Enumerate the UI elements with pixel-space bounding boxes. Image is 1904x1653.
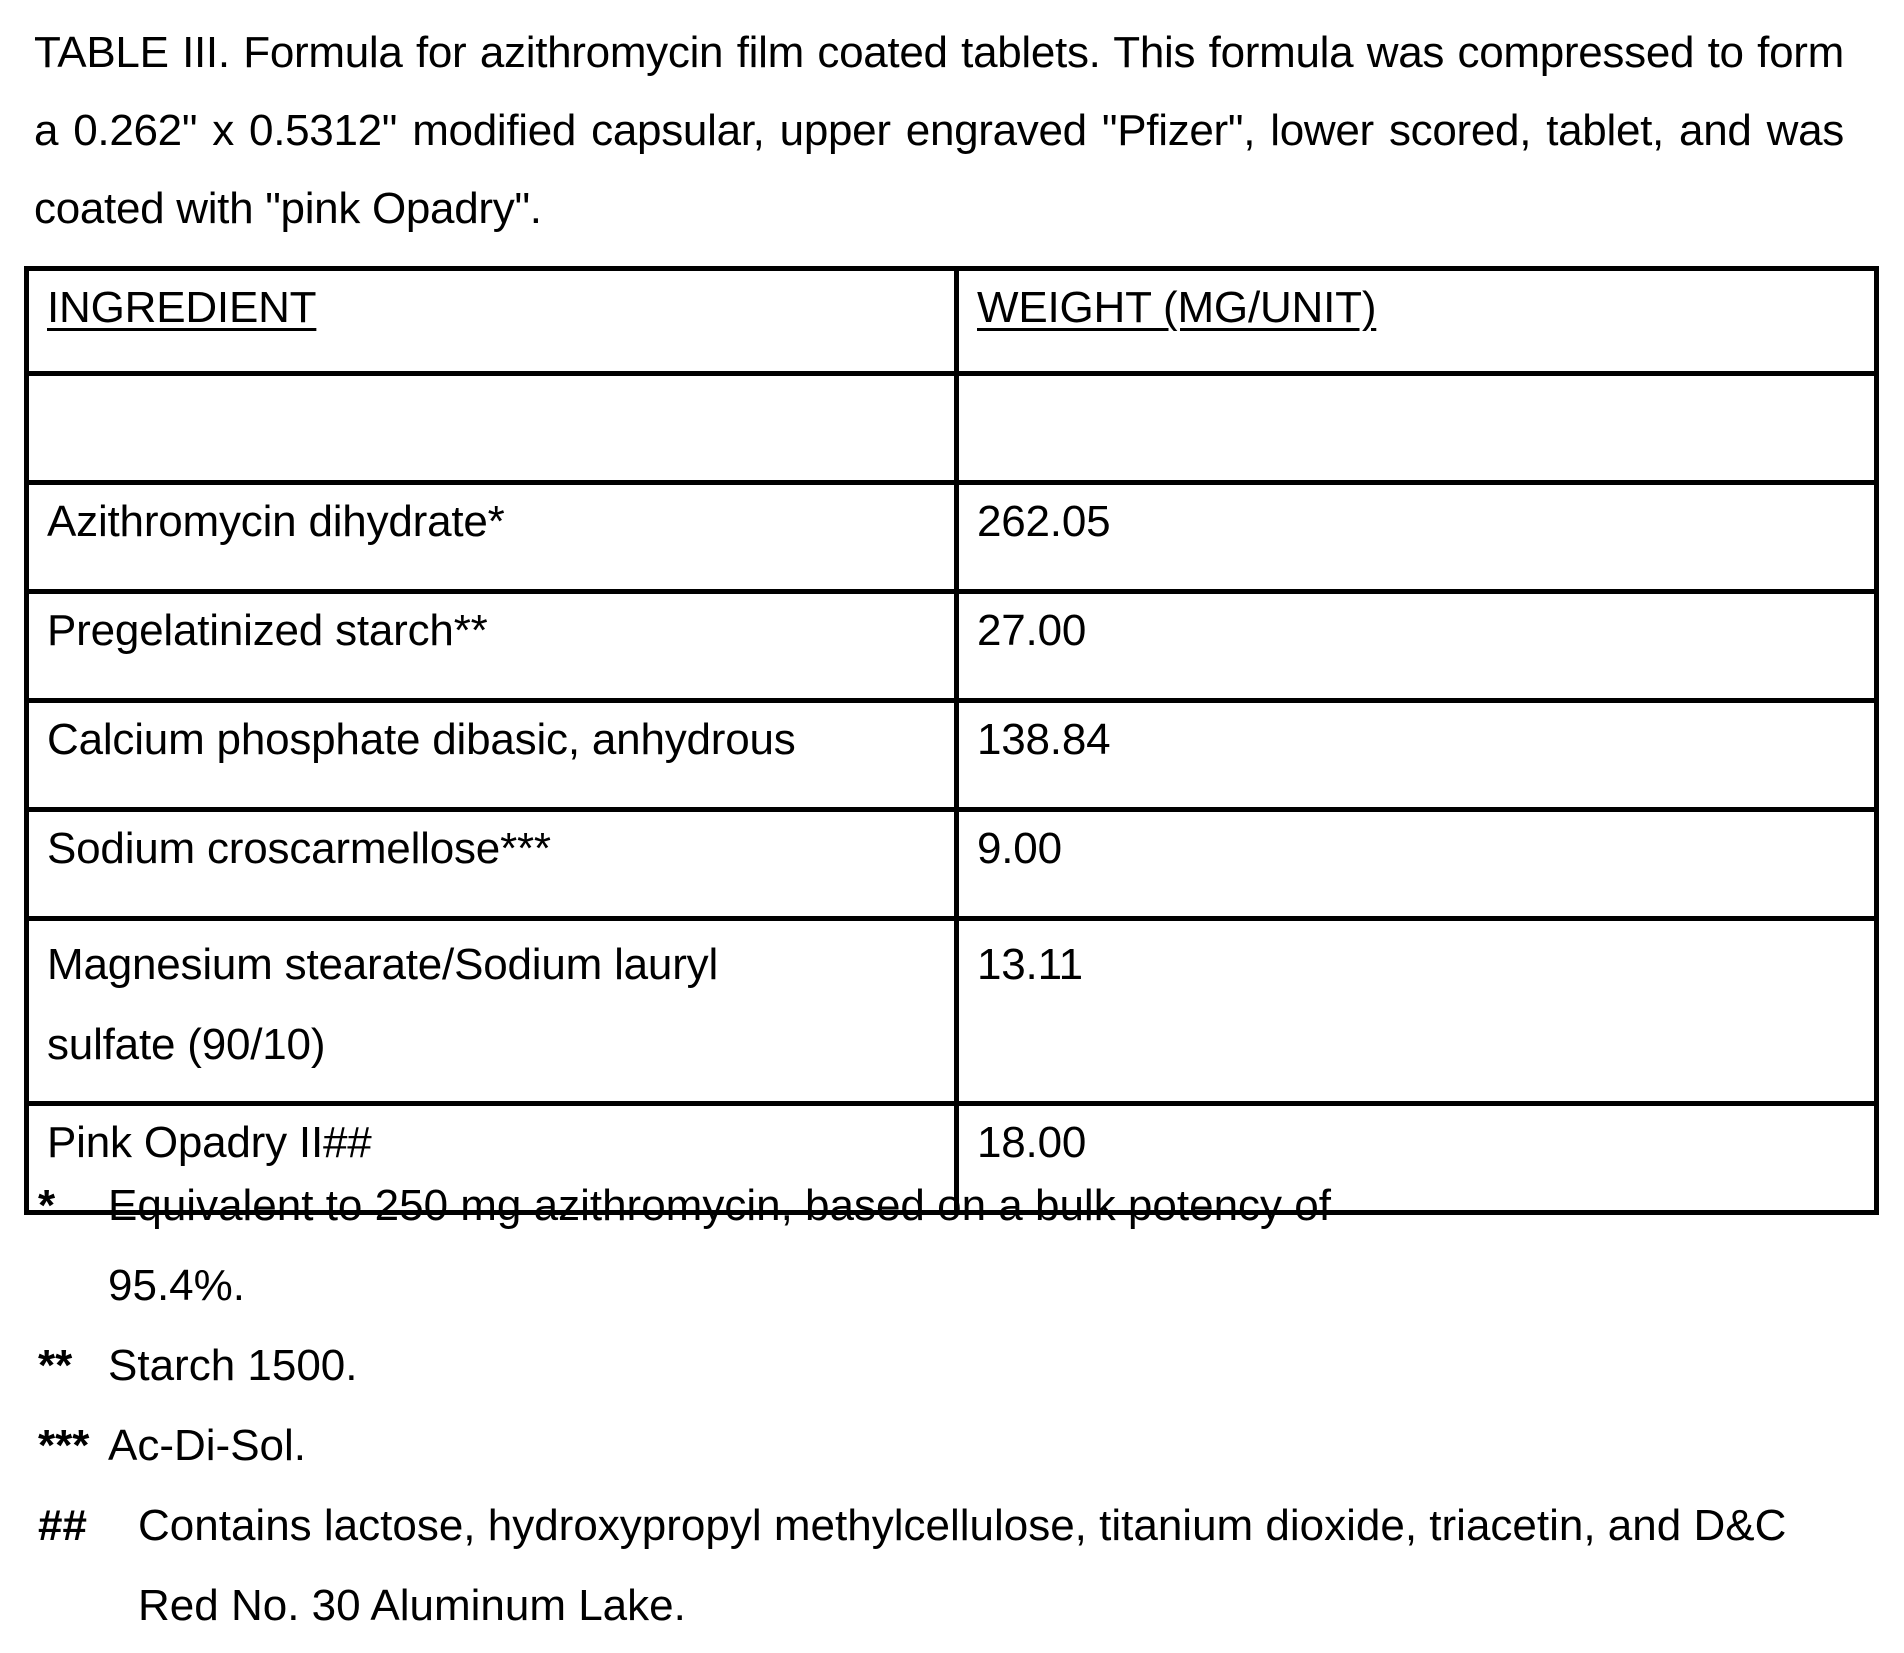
cell-ingredient: Pregelatinized starch** [27, 592, 957, 701]
table-row [27, 592, 1877, 701]
cell-weight [957, 374, 1877, 483]
footnote [38, 1406, 1858, 1486]
footnote [38, 1486, 1858, 1646]
footnote-mark: * [38, 1181, 56, 1230]
cell-ingredient: Pink Opadry II## [27, 1104, 957, 1213]
table-caption: TABLE III. Formula for azithromycin film coated tablets. This formula was compressed to form a 0.262" x 0.5312" modified capsular, upper engraved "Pfizer", lower scored, tablet, and was coated with "pink Opadry". [34, 28, 1844, 233]
cell-weight: 27.00 [957, 592, 1877, 701]
footnotes [38, 1181, 1858, 1646]
cell-weight: 13.11 [957, 919, 1877, 1104]
footnote-text: Contains lactose, hydroxypropyl methylcellulose, titanium dioxide, triacetin, and D&C Red No. 30 Aluminum Lake. [138, 1501, 1787, 1630]
cell-ingredient: Sodium croscarmellose*** [27, 810, 957, 919]
cell-ingredient [27, 374, 957, 483]
table-row [27, 701, 1877, 810]
cell-weight: 138.84 [957, 701, 1877, 810]
footnote [38, 1166, 1858, 1326]
footnote-mark: ## [38, 1501, 87, 1550]
table-row [27, 810, 1877, 919]
header-weight-label: WEIGHT (MG/UNIT) [977, 283, 1377, 332]
cell-weight: 9.00 [957, 810, 1877, 919]
footnote-mark: *** [38, 1421, 90, 1470]
table-row [27, 483, 1877, 592]
table-row [27, 374, 1877, 483]
footnote-text: Ac-Di-Sol. [108, 1421, 307, 1470]
footnote-mark: ** [38, 1341, 73, 1390]
cell-ingredient: Magnesium stearate/Sodium lauryl sulfate (90/10) [27, 919, 957, 1104]
table-header-row [27, 269, 1877, 374]
cell-ingredient: Calcium phosphate dibasic, anhydrous [27, 701, 957, 810]
header-ingredient [27, 269, 957, 374]
header-ingredient-label: INGREDIENT [47, 283, 317, 332]
footnote-text: Starch 1500. [108, 1341, 358, 1390]
cell-weight: 262.05 [957, 483, 1877, 592]
table-row [27, 919, 1877, 1104]
footnote [38, 1326, 1858, 1406]
cell-weight: 18.00 [957, 1104, 1877, 1213]
cell-ingredient: Azithromycin dihydrate* [27, 483, 957, 592]
formula-table-container [24, 266, 1874, 1215]
header-weight [957, 269, 1877, 374]
footnote-text: Equivalent to 250 mg azithromycin, based on a bulk potency of 95.4%. [108, 1181, 1331, 1310]
formula-table [24, 266, 1879, 1215]
